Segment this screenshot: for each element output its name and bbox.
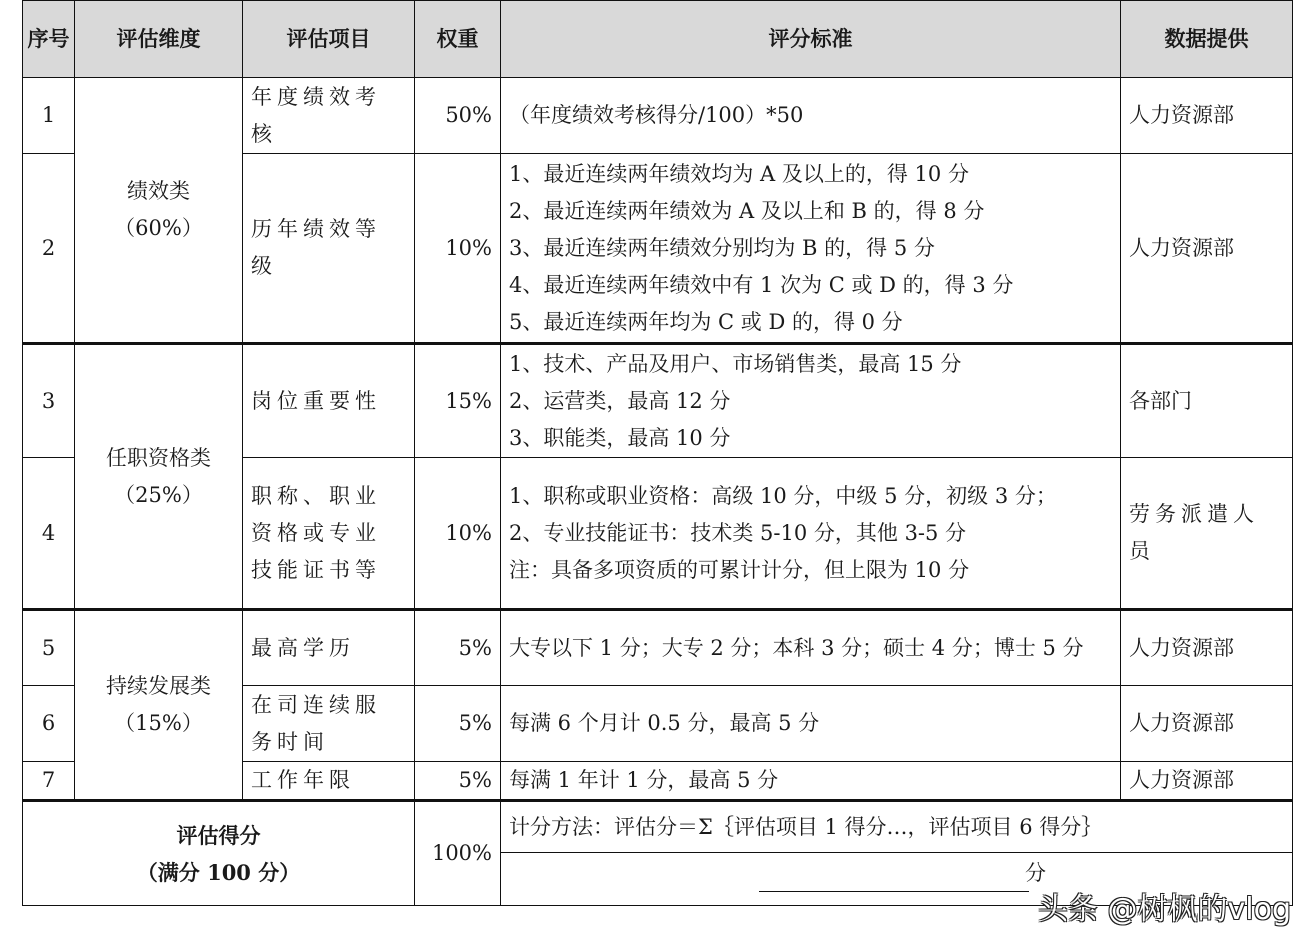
source-cell: 各部门 (1121, 344, 1293, 458)
score-blank-line (759, 891, 1029, 892)
source-cell: 人力资源部 (1121, 610, 1293, 686)
row-index: 4 (23, 458, 75, 610)
criteria-cell (501, 686, 1121, 762)
total-label: 评估得分 (176, 822, 261, 848)
table-row (23, 344, 1293, 458)
item-cell: 年度绩效考核 (243, 78, 415, 154)
row-index: 2 (23, 154, 75, 344)
header-item: 评估项目 (243, 1, 415, 78)
table-header-row (23, 1, 1293, 78)
dimension-weight: （25%） (114, 482, 203, 507)
weight-cell: 5% (415, 762, 501, 801)
criteria-line: 2、专业技能证书：技术类 5-10 分，其他 3-5 分 (509, 520, 967, 545)
row-index: 5 (23, 610, 75, 686)
item-cell: 工作年限 (243, 762, 415, 801)
total-weight: 100% (415, 801, 501, 906)
score-unit: 分 (1025, 861, 1046, 885)
total-label-cell (23, 801, 415, 906)
criteria-cell (501, 458, 1121, 610)
criteria-cell (501, 610, 1121, 686)
table-row (23, 78, 1293, 154)
dimension-name: 任职资格类 (106, 445, 211, 470)
header-source: 数据提供 (1121, 1, 1293, 78)
criteria-line: 2、运营类，最高 12 分 (509, 388, 731, 413)
criteria-line: 每满 1 年计 1 分，最高 5 分 (509, 768, 779, 792)
criteria-line: 注：具备多项资质的可累计计分，但上限为 10 分 (509, 557, 970, 582)
weight-cell: 10% (415, 458, 501, 610)
criteria-line: 1、技术、产品及用户、市场销售类，最高 15 分 (509, 351, 962, 376)
dimension-name: 持续发展类 (106, 674, 211, 698)
item-cell: 最高学历 (243, 610, 415, 686)
dimension-cell (75, 78, 243, 344)
row-index: 6 (23, 686, 75, 762)
criteria-cell (501, 154, 1121, 344)
dimension-weight: （15%） (114, 711, 203, 735)
header-dimension: 评估维度 (75, 1, 243, 78)
scoring-method: 计分方法：评估分＝Σ｛评估项目 1 得分…，评估项目 6 得分｝ (501, 801, 1293, 853)
weight-cell: 15% (415, 344, 501, 458)
row-index: 7 (23, 762, 75, 801)
weight-cell: 10% (415, 154, 501, 344)
source-cell: 人力资源部 (1121, 154, 1293, 344)
row-index: 1 (23, 78, 75, 154)
criteria-line: 大专以下 1 分；大专 2 分；本科 3 分；硕士 4 分；博士 5 分 (509, 635, 1084, 660)
criteria-cell (501, 762, 1121, 801)
weight-cell: 50% (415, 78, 501, 154)
weight-cell: 5% (415, 610, 501, 686)
item-cell: 岗位重要性 (243, 344, 415, 458)
criteria-line: 1、最近连续两年绩效均为 A 及以上的，得 10 分 (509, 161, 969, 186)
criteria-cell (501, 78, 1121, 154)
header-weight: 权重 (415, 1, 501, 78)
total-sublabel: （满分 100 分） (136, 859, 301, 885)
criteria-line: 2、最近连续两年绩效为 A 及以上和 B 的，得 8 分 (509, 198, 985, 223)
total-row (23, 801, 1293, 853)
criteria-line: 5、最近连续两年均为 C 或 D 的，得 0 分 (509, 309, 903, 334)
criteria-line: 1、职称或职业资格：高级 10 分，中级 5 分，初级 3 分； (509, 483, 1057, 508)
dimension-cell (75, 344, 243, 610)
header-criteria: 评分标准 (501, 1, 1121, 78)
source-cell: 人力资源部 (1121, 762, 1293, 801)
dimension-cell (75, 610, 243, 801)
evaluation-table (22, 0, 1293, 906)
item-cell: 历年绩效等级 (243, 154, 415, 344)
source-cell: 人力资源部 (1121, 686, 1293, 762)
dimension-name: 绩效类 (127, 179, 190, 203)
criteria-line: 每满 6 个月计 0.5 分，最高 5 分 (509, 711, 820, 735)
table-row (23, 610, 1293, 686)
source-cell: 人力资源部 (1121, 78, 1293, 154)
source-cell: 劳务派遣人员 (1121, 458, 1293, 610)
criteria-line: 3、最近连续两年绩效分别均为 B 的，得 5 分 (509, 235, 935, 260)
criteria-line: （年度绩效考核得分/100）*50 (509, 103, 804, 127)
row-index: 3 (23, 344, 75, 458)
weight-cell: 5% (415, 686, 501, 762)
criteria-line: 3、职能类，最高 10 分 (509, 425, 731, 450)
item-cell: 职称、职业资格或专业技能证书等 (243, 458, 415, 610)
dimension-weight: （60%） (114, 216, 203, 240)
criteria-cell (501, 344, 1121, 458)
watermark: 头条 @树枫的vlog (1037, 892, 1291, 927)
criteria-line: 4、最近连续两年绩效中有 1 次为 C 或 D 的，得 3 分 (509, 272, 1014, 297)
item-cell: 在司连续服务时间 (243, 686, 415, 762)
header-index: 序号 (23, 1, 75, 78)
